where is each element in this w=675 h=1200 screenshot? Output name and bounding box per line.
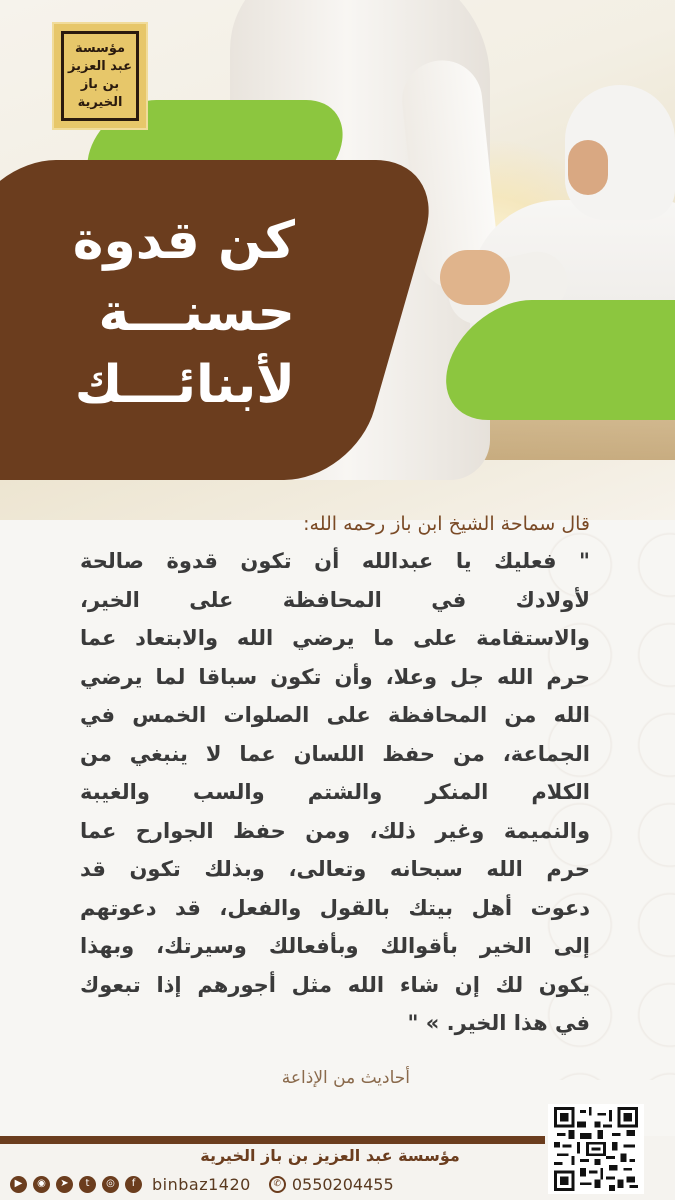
quote-line: في هذا الخير. » "	[407, 1011, 590, 1035]
quote-line: يكون لك إن شاء الله مثل أجورهم إذا تبعوك	[80, 972, 590, 997]
holding-hands	[440, 250, 510, 305]
quote-line: الله من المحافظة على الصلوات الخمس في	[80, 703, 590, 727]
headline-line-2: حسنـــة	[98, 283, 295, 343]
telegram-icon[interactable]: ➤	[56, 1176, 73, 1193]
instagram-icon[interactable]: ◎	[102, 1176, 119, 1193]
social-handle[interactable]: binbaz1420	[152, 1174, 251, 1194]
qr-code-graphic	[551, 1107, 641, 1191]
quote-line: والاستقامة على ما يرضي الله والابتعاد عما	[80, 626, 590, 650]
foundation-name: مؤسسة عبد العزيز بن باز الخيرية	[200, 1146, 460, 1165]
contact-bar	[10, 1172, 540, 1196]
quote-line: دعوت أهل بيتك بالقول والفعل، قد دعوتهم	[80, 895, 590, 920]
quote-source: أحاديث من الإذاعة	[281, 1068, 410, 1088]
whatsapp-icon[interactable]: ✆	[269, 1176, 286, 1193]
quote-body	[80, 542, 590, 1043]
quote-section	[80, 510, 590, 1043]
quote-line: الكلام المنكر والشتم والسب والغيبة	[80, 780, 590, 804]
headline	[40, 205, 295, 421]
quote-line: إلى الخير بأقوالك وبأفعالك وسيرتك، وبهذا	[80, 934, 590, 958]
qr-code[interactable]	[548, 1104, 644, 1194]
snapchat-icon[interactable]: ◉	[33, 1176, 50, 1193]
phone-number[interactable]: 0550204455	[291, 1174, 394, 1194]
quote-line: والنميمة وغير ذلك، ومن حفظ الجوارح عما	[80, 818, 590, 843]
quote-line: الجماعة، من حفظ اللسان عما لا ينبغي من	[80, 741, 590, 766]
headline-line-1: كن قدوة	[72, 211, 295, 271]
quote-line: " فعليك يا عبدالله أن تكون قدوة صالحة	[80, 549, 590, 573]
youtube-icon[interactable]: ▶	[10, 1176, 27, 1193]
quote-intro: قال سماحة الشيخ ابن باز رحمه الله:	[303, 513, 590, 535]
quote-line: لأولادك في المحافظة على الخير،	[80, 587, 590, 612]
headline-line-3: لأبنائـــك	[74, 355, 295, 415]
quote-line: حرم الله سبحانه وتعالى، وبذلك تكون قد	[80, 857, 590, 881]
footer-stripe	[0, 1136, 545, 1144]
facebook-icon[interactable]: f	[125, 1176, 142, 1193]
foundation-logo: مؤسسة عبد العزيز بن باز الخيرية	[52, 22, 148, 130]
quote-line: حرم الله جل وعلا، وأن تكون سباقا لما يرضي	[80, 664, 590, 689]
twitter-icon[interactable]: t	[79, 1176, 96, 1193]
